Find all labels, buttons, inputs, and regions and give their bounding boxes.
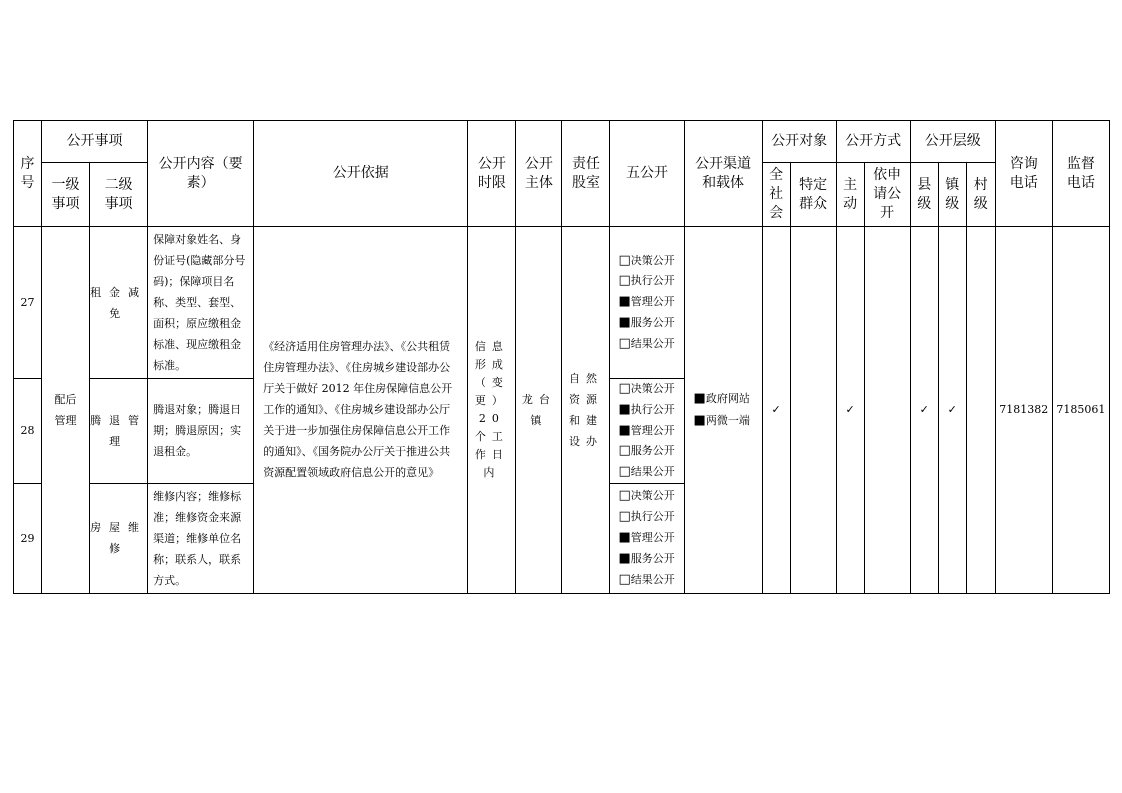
subject-cell: 龙台 镇 xyxy=(516,227,562,594)
header-level: 公开层级 xyxy=(910,121,995,163)
five-item: □决策公开 xyxy=(618,488,675,504)
header-consult: 咨询 电话 xyxy=(995,121,1052,227)
five-item: ■管理公开 xyxy=(618,294,675,310)
checkbox-icon: ■ xyxy=(618,422,631,438)
checkbox-icon: □ xyxy=(618,443,631,459)
checkbox-icon: ■ xyxy=(618,401,631,417)
header-five: 五公开 xyxy=(610,121,684,227)
level-village-check xyxy=(966,227,995,594)
header-content: 公开内容（要 素） xyxy=(148,121,254,227)
time-limit-cell: 信息形成（变更）20 个工作日内 xyxy=(468,227,516,594)
header-basis: 公开依据 xyxy=(254,121,468,227)
content-cell: 维修内容；维修标准；维修资金来源渠道；维修单位名称；联系人，联系方式。 xyxy=(148,483,254,593)
disclosure-table xyxy=(13,120,1110,594)
dept-cell: 自然资源和建设办 xyxy=(562,227,610,594)
five-item: ■管理公开 xyxy=(618,530,675,546)
five-item: □执行公开 xyxy=(618,273,675,289)
header-time-limit: 公开 时限 xyxy=(468,121,516,227)
checkbox-icon: □ xyxy=(618,464,631,480)
five-item: □服务公开 xyxy=(618,443,675,459)
channel-item: ■两微一端 xyxy=(693,412,750,428)
header-channel: 公开渠道 和载体 xyxy=(684,121,762,227)
checkbox-icon: □ xyxy=(618,252,631,268)
supervise-phone: 7185061 xyxy=(1052,227,1109,594)
five-list xyxy=(610,227,684,379)
header-item-l1: 一级 事项 xyxy=(42,163,90,227)
header-item: 公开事项 xyxy=(42,121,148,163)
target-specific-check xyxy=(790,227,836,594)
five-item: ■管理公开 xyxy=(618,422,675,438)
consult-phone: 7181382 xyxy=(995,227,1052,594)
method-request-check xyxy=(864,227,910,594)
checkbox-icon: □ xyxy=(618,571,631,587)
sub-item-cell: 租金减 免 xyxy=(90,227,148,379)
header-method-active: 主 动 xyxy=(836,163,864,227)
level-town-check: ✓ xyxy=(938,227,966,594)
header-target: 公开对象 xyxy=(762,121,836,163)
target-all-check: ✓ xyxy=(762,227,790,594)
five-item: □结果公开 xyxy=(618,464,675,480)
header-method: 公开方式 xyxy=(836,121,910,163)
content-cell: 腾退对象；腾退日期；腾退原因；实退租金。 xyxy=(148,379,254,484)
sub-item-cell: 腾退管 理 xyxy=(90,379,148,484)
row-seq: 27 xyxy=(14,227,42,379)
five-item: □决策公开 xyxy=(618,252,675,268)
header-level-village: 村 级 xyxy=(966,163,995,227)
basis-cell: 《经济适用住房管理办法》、《公共租赁住房管理办法》、《住房城乡建设部办公厅关于做好 2012 年住房保障信息公开工作的通知》、《住房城乡建设部办公厅关于进一步加强住房保障信息公开工作的通知》、《国务院办公厅关于推进公共资源配置领域政府信息公开的意见》 xyxy=(254,227,468,594)
checkbox-icon: ■ xyxy=(618,550,631,566)
row-seq: 28 xyxy=(14,379,42,484)
checkbox-icon: ■ xyxy=(618,530,631,546)
header-item-l2: 二级 事项 xyxy=(90,163,148,227)
checkbox-icon: ■ xyxy=(693,412,706,428)
five-item: ■服务公开 xyxy=(618,314,675,330)
five-item: ■服务公开 xyxy=(618,550,675,566)
checkbox-icon: ■ xyxy=(618,314,631,330)
header-target-all: 全 社 会 xyxy=(762,163,790,227)
checkbox-icon: □ xyxy=(618,381,631,396)
checkbox-icon: ■ xyxy=(618,294,631,310)
five-item: □决策公开 xyxy=(618,381,675,396)
table-row xyxy=(14,227,1110,379)
five-item: □结果公开 xyxy=(618,571,675,587)
content-cell: 保障对象姓名、身份证号(隐藏部分号码)；保障项目名称、类型、套型、面积；原应缴租金标准、现应缴租金标准。 xyxy=(148,227,254,379)
level-county-check: ✓ xyxy=(910,227,938,594)
category-cell: 配后 管理 xyxy=(42,227,90,594)
row-seq: 29 xyxy=(14,483,42,593)
header-dept: 责任 股室 xyxy=(562,121,610,227)
checkbox-icon: □ xyxy=(618,335,631,351)
header-subject: 公开 主体 xyxy=(516,121,562,227)
channel-cell xyxy=(684,227,762,594)
header-level-county: 县 级 xyxy=(910,163,938,227)
sub-item-cell: 房屋维 修 xyxy=(90,483,148,593)
header-level-town: 镇 级 xyxy=(938,163,966,227)
method-active-check: ✓ xyxy=(836,227,864,594)
five-item: □结果公开 xyxy=(618,335,675,351)
header-target-specific: 特定 群众 xyxy=(790,163,836,227)
header-supervise: 监督 电话 xyxy=(1052,121,1109,227)
header-seq: 序 号 xyxy=(14,121,42,227)
five-list xyxy=(610,379,684,484)
checkbox-icon: ■ xyxy=(693,390,706,406)
five-item: ■执行公开 xyxy=(618,401,675,417)
checkbox-icon: □ xyxy=(618,488,631,504)
channel-item: ■政府网站 xyxy=(693,390,750,406)
header-method-request: 依申 请公 开 xyxy=(864,163,910,227)
checkbox-icon: □ xyxy=(618,509,631,525)
five-item: □执行公开 xyxy=(618,509,675,525)
checkbox-icon: □ xyxy=(618,273,631,289)
five-list xyxy=(610,483,684,593)
